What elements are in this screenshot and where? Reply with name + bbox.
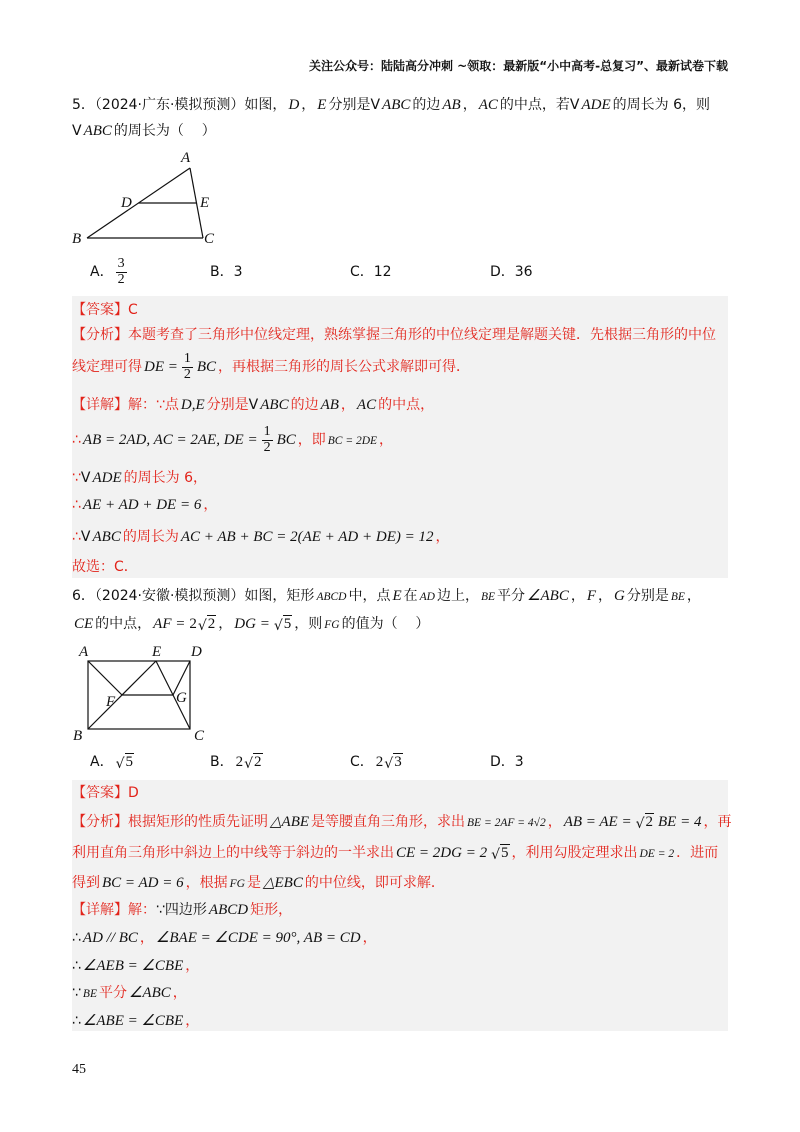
math-expression: ABCD (208, 901, 249, 918)
q6-option-c (350, 747, 405, 777)
math-expression: E (392, 587, 402, 604)
q6-option-b (210, 747, 265, 777)
text-run: ，则 (294, 616, 323, 632)
radical-sign-icon (198, 615, 216, 633)
vertex-label-b: B (72, 231, 82, 247)
text-run: D．3 (490, 754, 524, 770)
text-run: 5．（2024·广东·模拟预测）如图， (72, 97, 287, 113)
math-expression: F (586, 587, 596, 604)
text-run: 6．（2024·安徽·模拟预测）如图，矩形 (72, 588, 315, 604)
math-expression: D,E (180, 396, 205, 413)
math-expression: AC (478, 96, 498, 113)
math-expression: ∠ABC (527, 587, 569, 604)
radical-sign-icon (116, 753, 134, 771)
math-expression: ABC (382, 96, 411, 113)
vertex-label-d: D (191, 644, 202, 660)
text-run: ∴ (72, 958, 81, 974)
text-run: 中，点 (348, 588, 391, 604)
text-run: ， (218, 616, 233, 632)
square-root-expression (491, 844, 509, 862)
text-run: V (72, 123, 82, 139)
vertex-label-c: C (194, 728, 205, 744)
highlighted-text-run: 【详解】解： (72, 902, 156, 918)
highlighted-text-run: 【答案】C (72, 302, 138, 318)
math-expression-small: DE = 2 (639, 848, 675, 861)
text-run: A． (90, 264, 114, 280)
math-expression: AB (320, 396, 339, 413)
fraction-numerator: 3 (117, 255, 125, 271)
highlighted-text-run: ， (203, 497, 218, 513)
math-expression: D (288, 96, 300, 113)
highlighted-text-run: ， (362, 930, 377, 946)
math-expression-small: BC = 2DE (327, 435, 378, 448)
highlighted-text-run: 得到 (72, 875, 100, 891)
math-expression: G (614, 587, 625, 604)
q6-option-a (90, 747, 136, 777)
text-run: ， (598, 588, 612, 604)
text-run: 平分 (497, 588, 526, 604)
q6-detail-line-3 (72, 951, 199, 981)
square-root-expression (376, 753, 403, 771)
vertex-label-g: G (176, 690, 187, 706)
text-run: 分别是V (328, 97, 381, 113)
highlighted-text-run: 【分析】本题考查了三角形中位线定理，熟练掌握三角形的中位线定理是解题关键．先根据三角形的中位 (72, 327, 716, 343)
math-expression: DG = (234, 615, 270, 632)
vertex-label-f: F (106, 694, 116, 710)
highlighted-text-run: 是等腰直角三角形，求出 (311, 814, 466, 830)
highlighted-text-run: ∵ (72, 470, 81, 486)
highlighted-text-run: 分别是 (206, 397, 249, 413)
vertex-label-b: B (73, 728, 83, 744)
math-expression: ∠AEB = ∠CBE (82, 957, 184, 974)
root-coefficient: 2 (235, 753, 244, 770)
q5-detail-line-1 (72, 390, 434, 420)
highlighted-text-run: 是 (246, 875, 261, 891)
highlighted-text-run: ， (340, 397, 355, 413)
highlighted-text-run: ∴ (72, 529, 81, 545)
text-run: ∵ (72, 985, 81, 1001)
q6-detail-line-5 (72, 1006, 199, 1036)
text-run: 的周长为（ ） (113, 123, 216, 139)
fraction-numerator: 1 (263, 423, 271, 439)
math-expression: BC (196, 358, 217, 375)
vertex-label-d: D (121, 195, 132, 211)
highlighted-text-run: 故选：C． (72, 559, 138, 575)
q5-option-a (90, 257, 129, 287)
text-run: ∴ (72, 930, 81, 946)
math-expression-small: BE (670, 591, 685, 604)
highlighted-text-run: ， (185, 1013, 200, 1029)
highlighted-text-run: ，根据 (185, 875, 228, 891)
fraction-denominator: 2 (183, 366, 191, 382)
highlighted-text-run: ，再根据三角形的周长公式求解即可得． (218, 359, 471, 375)
highlighted-text-run: 平分 (98, 985, 127, 1001)
highlighted-text-run: ，利用勾股定理求出 (511, 845, 638, 861)
math-expression: AB = 2AD, AC = 2AE, DE = (82, 431, 258, 448)
q6-stem-line-1 (72, 581, 701, 611)
q6-detail-line-4 (72, 978, 187, 1008)
fraction-denominator: 2 (263, 439, 271, 455)
page-number: 45 (72, 1062, 86, 1077)
q5-analysis-line-2 (72, 352, 470, 382)
q6-answer-line (72, 778, 139, 808)
text-run: ， (301, 97, 316, 113)
q5-stem-line-2 (72, 116, 216, 146)
math-expression-small: FG (229, 878, 245, 891)
radical-sign-icon (491, 844, 509, 862)
text-run: D．36 (490, 264, 533, 280)
math-expression: AC + AB + BC = 2(AE + AD + DE) = 12 (180, 528, 434, 545)
highlighted-text-run: ∴ (72, 432, 81, 448)
highlighted-text-run: 的周长为 (122, 529, 179, 545)
math-expression: △ABE (270, 813, 310, 830)
q5-triangle-figure (70, 145, 230, 250)
radicand: √ 5 (125, 753, 133, 770)
q5-analysis-line-1 (72, 320, 716, 350)
fraction (116, 257, 127, 287)
page-header-note: 关注公众号：陆陆高分冲刺 ~领取：最新版“小中高考-总复习”、最新试卷下载 (309, 59, 728, 73)
math-expression: AB (442, 96, 461, 113)
math-expression-small: BE (82, 988, 97, 1001)
fraction (182, 352, 193, 382)
text-run: V (80, 529, 91, 545)
math-expression-small: ABCD (316, 591, 347, 604)
text-run: 分别是 (626, 588, 669, 604)
text-run: B． (210, 754, 234, 770)
q5-detail-line-2 (72, 425, 393, 455)
text-run: V (80, 470, 91, 486)
root-coefficient: 2 (375, 753, 384, 770)
vertex-label-c: C (204, 231, 215, 247)
highlighted-text-run: 【分析】根据矩形的性质先证明 (72, 814, 268, 830)
highlighted-text-run: ， (185, 958, 200, 974)
q6-detail-line-1 (72, 895, 292, 925)
math-expression: ∠BAE = ∠CDE = 90°, AB = CD (155, 929, 361, 946)
q6-stem-line-2 (72, 609, 429, 639)
radical-sign-icon (244, 753, 262, 771)
math-expression: AD // BC (82, 929, 138, 946)
highlighted-text-run: ， (435, 529, 450, 545)
radicand: √ 5 (283, 615, 292, 632)
text-run: ∴ (72, 1013, 81, 1029)
text-run: ， (462, 97, 477, 113)
math-expression: AE + AD + DE = 6 (82, 496, 202, 513)
root-coefficient: 2 (189, 615, 197, 632)
text-run: ， (686, 588, 701, 604)
math-expression-small: AD (419, 591, 435, 604)
highlighted-text-run: ， (172, 985, 187, 1001)
highlighted-text-run: 【答案】D (72, 785, 139, 801)
highlighted-text-run: ．进而 (676, 845, 719, 861)
text-run: C． (350, 754, 374, 770)
vertex-label-e: E (152, 644, 162, 660)
q5-choice-line (72, 552, 138, 582)
vertex-label-e: E (200, 195, 210, 211)
radicand: √ 2 (645, 813, 654, 830)
square-root-expression (274, 615, 292, 633)
math-expression: DE = (144, 358, 178, 375)
math-expression: ADE (92, 469, 122, 486)
math-expression: AB = AE = (563, 813, 632, 830)
highlighted-text-run: ，即 (297, 432, 326, 448)
text-run: 的周长为 6，则 (612, 97, 710, 113)
highlighted-text-run: ， (379, 432, 394, 448)
math-expression: ABC (92, 528, 121, 545)
math-expression: E (317, 96, 327, 113)
q6-analysis-line-2 (72, 838, 718, 868)
text-run: 的值为（ ） (341, 616, 430, 632)
math-expression: AF = (153, 615, 186, 632)
text-run: ∵四边形 (156, 902, 207, 918)
highlighted-text-run: ， (547, 814, 562, 830)
math-expression: ∠ABC (128, 984, 171, 1001)
text-run: 的中点， (95, 616, 152, 632)
q6-detail-line-2 (72, 923, 377, 953)
highlighted-text-run: ，再 (703, 814, 732, 830)
fraction-denominator: 2 (117, 271, 125, 287)
q6-analysis-line-1 (72, 807, 731, 837)
text-run: ， (570, 588, 585, 604)
math-expression: ABC (83, 122, 112, 139)
highlighted-text-run: 【详解】解：∵点 (72, 397, 179, 413)
square-root-expression (236, 753, 263, 771)
highlighted-text-run: ∴ (72, 497, 81, 513)
q6-option-d (490, 747, 524, 777)
radicand: √ 5 (501, 844, 509, 861)
square-root-expression (189, 615, 216, 633)
fraction-numerator: 1 (183, 350, 191, 366)
square-root-expression (636, 813, 654, 831)
radicand: √ 3 (394, 753, 402, 770)
radical-sign-icon (384, 753, 402, 771)
math-expression: ABC (260, 396, 289, 413)
math-expression: CE = 2DG = 2 (396, 844, 488, 861)
highlighted-text-run: 的边 (290, 397, 319, 413)
highlighted-text-run: ， (139, 930, 154, 946)
math-expression-small: FG (324, 619, 340, 632)
q5-detail-line-4 (72, 490, 217, 520)
text-run: C．12 (350, 264, 392, 280)
vertex-label-a: A (181, 150, 191, 166)
square-root-expression (116, 753, 134, 771)
q5-option-b (210, 257, 243, 287)
q6-analysis-line-3 (72, 868, 445, 898)
vertex-label-a: A (79, 644, 89, 660)
radicand: √ 2 (207, 615, 216, 632)
math-expression-small: BE (480, 591, 496, 604)
radical-sign-icon (274, 615, 292, 633)
highlighted-text-run: 的中位线，即可求解． (304, 875, 445, 891)
q5-option-d (490, 257, 533, 287)
math-expression: CE (74, 615, 94, 632)
highlighted-text-run: 的中点， (378, 397, 435, 413)
segment-af (88, 661, 122, 695)
math-expression: △EBC (262, 874, 303, 891)
q5-detail-line-3 (72, 463, 207, 493)
highlighted-text-run: 利用直角三角形中斜边上的中线等于斜边的一半求出 (72, 845, 394, 861)
radical-sign-icon (636, 813, 654, 831)
highlighted-text-run: 的周长为 6， (123, 470, 208, 486)
highlighted-text-run: 线定理可得 (72, 359, 142, 375)
text-run: V (248, 397, 259, 413)
math-expression: BC (276, 431, 296, 448)
q5-detail-line-5 (72, 522, 450, 552)
text-run: 在 (403, 588, 418, 604)
radicand: √ 2 (254, 753, 262, 770)
highlighted-text-run: 矩形， (250, 902, 293, 918)
text-run: 的中点，若V (499, 97, 580, 113)
q5-option-c (350, 257, 392, 287)
math-expression: BC = AD = 6 (102, 874, 184, 891)
math-expression: ADE (581, 96, 611, 113)
text-run: 边上， (436, 588, 479, 604)
math-expression: ∠ABE = ∠CBE (82, 1012, 184, 1029)
text-run: 的边 (412, 97, 441, 113)
text-run: A． (90, 754, 114, 770)
math-expression-small: BE = 2AF = 4√2 (467, 817, 546, 830)
math-expression: BE = 4 (658, 813, 702, 830)
math-expression: AC (356, 396, 377, 413)
text-run: B．3 (210, 264, 243, 280)
fraction (262, 425, 273, 455)
q6-rectangle-figure (70, 640, 210, 745)
